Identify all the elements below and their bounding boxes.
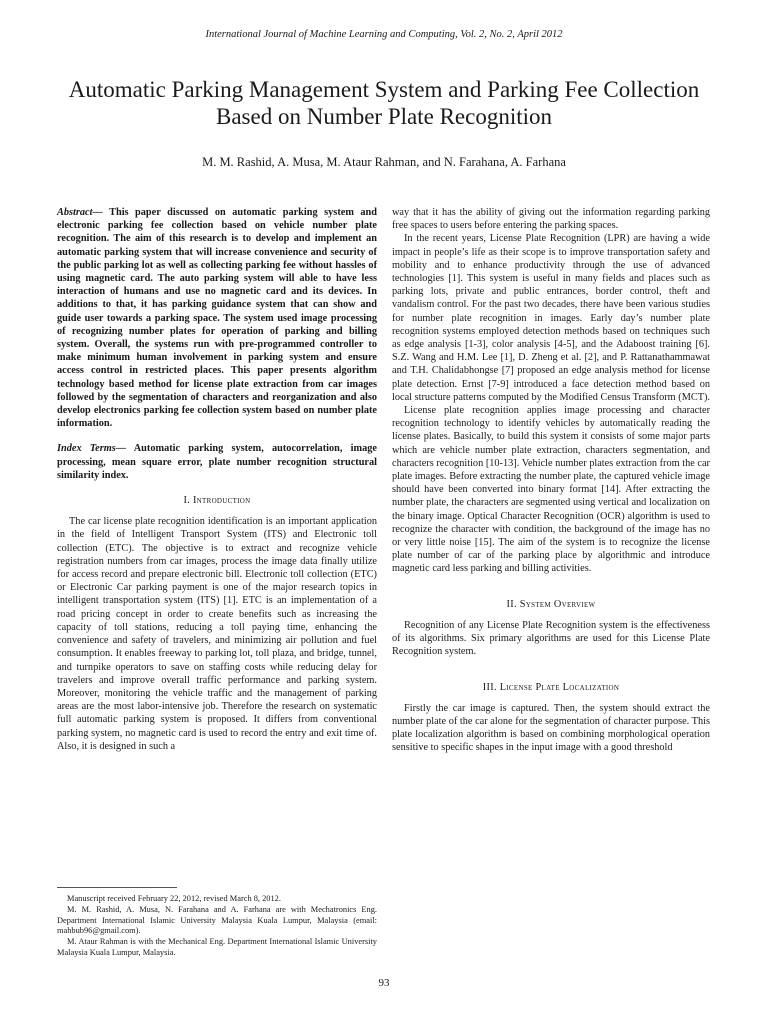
footnote-manuscript: Manuscript received February 22, 2012, revised March 8, 2012. (67, 894, 281, 903)
section-title: Introduction (192, 495, 251, 507)
abstract (57, 206, 377, 430)
section-heading-system-overview (392, 598, 710, 611)
journal-header: International Journal of Machine Learning and Computing, Vol. 2, No. 2, April 2012 (205, 29, 563, 40)
section-number: II. (506, 598, 517, 610)
recognition-paragraph: License plate recognition applies image processing and character recognition technology to identify vehicles by automatically reading the license plates. Basically, to build this system it consists of some major parts which are vehicle number plate extraction, characters segmentation, and characters recognition [10-13]. Vehicle number plates extraction from the car plate images. Before extracting the number plate, the captured vehicle image should have been converted into binary format [14]. After extracting the number plate, the characters are segmented using vertical and localization on the binary image. Optical Character Recognition (OCR) algorithm is used to recognize the character with condition, the background of the image has no or very little noise [15]. The aim of the system is to recognize the license plate number of car of the parking place by algorithmic and introduce magnetic card less parking and billing activities. (392, 405, 710, 575)
footnotes (57, 894, 377, 959)
section-title: License Plate Localization (499, 681, 620, 693)
footnote-divider (57, 887, 177, 888)
continued-paragraph: way that it has the ability of giving out the information regarding parking free spaces to users before entering the parking spaces. (392, 207, 710, 232)
index-terms-text: Automatic parking system, autocorrelation, image processing, mean square error, plate number recognition structural similarity index. (57, 443, 377, 481)
abstract-label: Abstract— (57, 207, 103, 218)
plate-localization-paragraph: Firstly the car image is captured. Then, the system should extract the number plate of the car alone for the segmentation of character purpose. This plate localization algorithm is based on combining morphological operation sensitive to specific shapes in the input image with a good threshold (392, 702, 710, 754)
paper-title: Automatic Parking Management System and Parking Fee Collection Based on Number Plate Recognition (68, 77, 700, 129)
index-terms-label: Index Terms— (57, 443, 127, 455)
section-heading-introduction (57, 494, 377, 507)
footnote-affiliation-1: M. M. Rashid, A. Musa, N. Farahana and A. Farhana are with Mechatronics Eng. Department International Islamic University Malaysia Kuala Lumpur, Malaysia (email: mahbub96@gmail.com). (57, 904, 377, 936)
section-heading-plate-localization (392, 681, 710, 694)
introduction-paragraph: The car license plate recognition identification is an important application in the field of Intelligent Transport System (ITS) and Electronic toll collection (ETC). The objective is to extract and recognize vehicle registration numbers from car images, process the image data finally utilize for access record and prepare electronic bill. Electronic toll collection (ETC) or Electronic Car parking payment is one of the major research topics in intelligent transportation system (ITS) [1]. ETC is an implementation of a road pricing concept in order to create benefits such as increasing the capacity of toll stations, reducing a toll paying time, enhancing the convenience and safety of travelers, and minimizing air pollution and fuel consumption. It enables freeway to parking lot, toll plaza, and bridge, tunnel, and turnpike operators to save on staffing costs while reducing delay for travelers and improve overall traffic performance and parking system. Moreover, monitoring the vehicle traffic and the management of parking areas are the most labor-intensive job. Therefore the research on systematic full automatic parking system is proposed. It differs from conventional parking system, no magnetic card is used to record the entry and exit time of. Also, it is designed in such a (57, 516, 377, 752)
lpr-paragraph: In the recent years, License Plate Recognition (LPR) are having a wide impact in people’s life as their scope is to improve transportation safety and mobility and to enhance productivity through the use of advanced technologies [1]. This system is useful in many fields and places such as parking lots, private and public entrances, border control, theft and vandalism control. For the past two decades, there have been various studies for number plate recognition in images. Early day’s number plate recognition systems employed detection methods based on techniques such as edge analysis [1-3], color analysis [4-5], and the Adaboost training [6]. S.Z. Wang and H.M. Lee [1], D. Zheng et al. [2], and P. Rattanathammawat and T.H. Chalidabhongse [7] proposed an edge analysis method for license plate detection. Ernst [7-9] introduced a face detection method based on local structure patterns computed by the Modified Census Transform (MCT). (392, 233, 711, 403)
right-column (392, 206, 710, 755)
section-title: System Overview (519, 598, 596, 610)
index-terms (57, 442, 377, 482)
section-number: III. (482, 681, 497, 693)
system-overview-paragraph: Recognition of any License Plate Recognition system is the effectiveness of its algorithms. Six primary algorithms are used for this License Plate Recognition system. (392, 619, 710, 658)
footnote-affiliation-2: M. Ataur Rahman is with the Mechanical Eng. Department International Islamic University Malaysia Kuala Lumpur, Malaysia. (57, 937, 377, 957)
abstract-text: This paper discussed on automatic parking system and electronic parking fee collection based on vehicle number plate recognition. The aim of this research is to develop and implement an automatic parking system that will increase convenience and security of the public parking lot as well as collecting parking fee without hassles of using magnetic card. The auto parking system will able to have less interaction of humans and use no magnetic card and its devices. In additions to that, it has parking guidance system that can show and guide user towards a parking space. The system used image processing of recognizing number plates for operation of parking and billing system. Overall, the systems run with pre-programmed controller to make minimum human involvement in parking system and ensure access control in restricted places. This paper presents algorithm technology based method for license plate extraction from car images followed by the segmentation of characters and reorganization and also develop electronics parking fee collection system based on number plate information. (57, 207, 377, 430)
section-number: I. (183, 495, 191, 507)
author-list: M. M. Rashid, A. Musa, M. Ataur Rahman, and N. Farahana, A. Farhana (202, 155, 566, 169)
page-number: 93 (378, 977, 390, 989)
left-column (57, 206, 377, 753)
